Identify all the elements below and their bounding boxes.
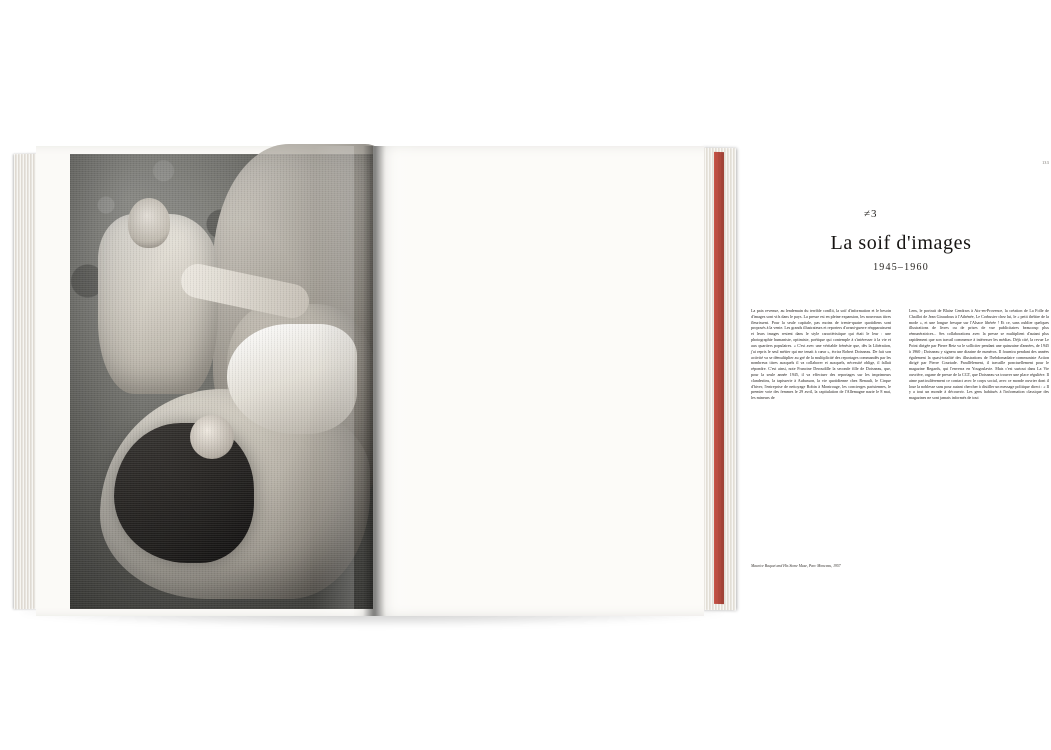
photo-grain (70, 154, 383, 609)
body-column-left: La paix revenue, au lendemain du terrible conflit, la soif d'information et le besoin d'images sont vifs dans le pays. La presse est en pleine expansion, les nouveaux titres fleurissent. Pour la seule capitale, pas moins de trente-quatre quotidiens sont proposés à la vente. Les grands illustrateurs et reporters d'avant-guerre réapparaissent et leurs images restent dans le style caractéristique qui était le leur : une photographie humaniste, optimiste, poétique qui contemple à s'intéresser à la vie et aux quartiers populaires. « C'est avec une véritable frénésie que, dès la Libération, j'ai repris le seul métier qui me tenait à cœur », écrira Robert Doisneau. De fait son activité va se démultiplier au gré de la multiplicité des reportages commandés par les nombreux titres auxquels il va collaborer et auxquels, nécessité oblige, il fallait répondre. C'est ainsi, note Francine Deroudille la seconde fille de Doisneau, que, pour la seule année 1945, il va effectuer des reportages sur les imprimeurs clandestins, la tapisserie à Aubusson, la vie quotidienne chez Renault, le Cirque d'hiver, l'entreprise de nettoyage Robin à Montrouge, les concierges parisiennes, le premier vote des femmes le 29 avril, la capitulation de l'Allemagne nazie le 8 mai, les mineurs de (751, 308, 891, 401)
photo-caption: Maurice Baquet and His Stone Muse, Parc Monceau, 1957 (751, 564, 841, 568)
book-spine-accent (714, 152, 724, 604)
photograph (70, 154, 383, 609)
right-page-content (751, 156, 1051, 606)
body-column-right: Lens, le portrait de Blaise Cendrars à Aix-en-Provence, la création de La Folle de Chaillot de Jean Giraudoux à l'Athénée, Le Corbusier chez lui, le « petit théâtre de la mode », et une longue fresque sur l'Alsace libérée ! Et ce, sans oublier quelques illustrations de livres ou de prises de vue publicitaires beaucoup plus rémunératrices... Ses collaborations avec la presse se multiplient d'autant plus rapidement que son travail commence à intéresser les médias. Déjà cité, la revue Le Point dirigée par Pierre Betz va le solliciter pendant une quinzaine d'années, de 1945 à 1960 ; Doisneau y signera une dizaine de numéros. Il fournira pendant des années également la quasi-totalité des illustrations de l'hebdomadaire communiste Action dirigé par Pierre Courtade. Parallèlement, il travaille ponctuellement pour le magazine Regards, qui l'enverra en Yougoslavie. Mais c'est surtout dans La Vie ouvrière, organe de presse de la CGT, que Doisneau va trouver une place régulière. Il aime particulièrement ce contact avec le corps social, avec ce monde ouvrier dont il loue la noblesse sans pour autant chercher à distiller un message politique direct : « Il y a tout un monde à découvrir. Les gens habitués à l'information classique des magazines ne sont jamais informés de tout (909, 308, 1049, 401)
chapter-number: ≠3 (864, 208, 878, 220)
left-page-edges (14, 154, 38, 610)
left-page (36, 146, 373, 616)
chapter-date-range: 1945–1960 (873, 262, 929, 273)
chapter-title: La soif d'images (830, 232, 972, 254)
open-book (14, 146, 1049, 616)
right-page (373, 146, 1049, 616)
page-folio: 133 (1042, 160, 1049, 165)
